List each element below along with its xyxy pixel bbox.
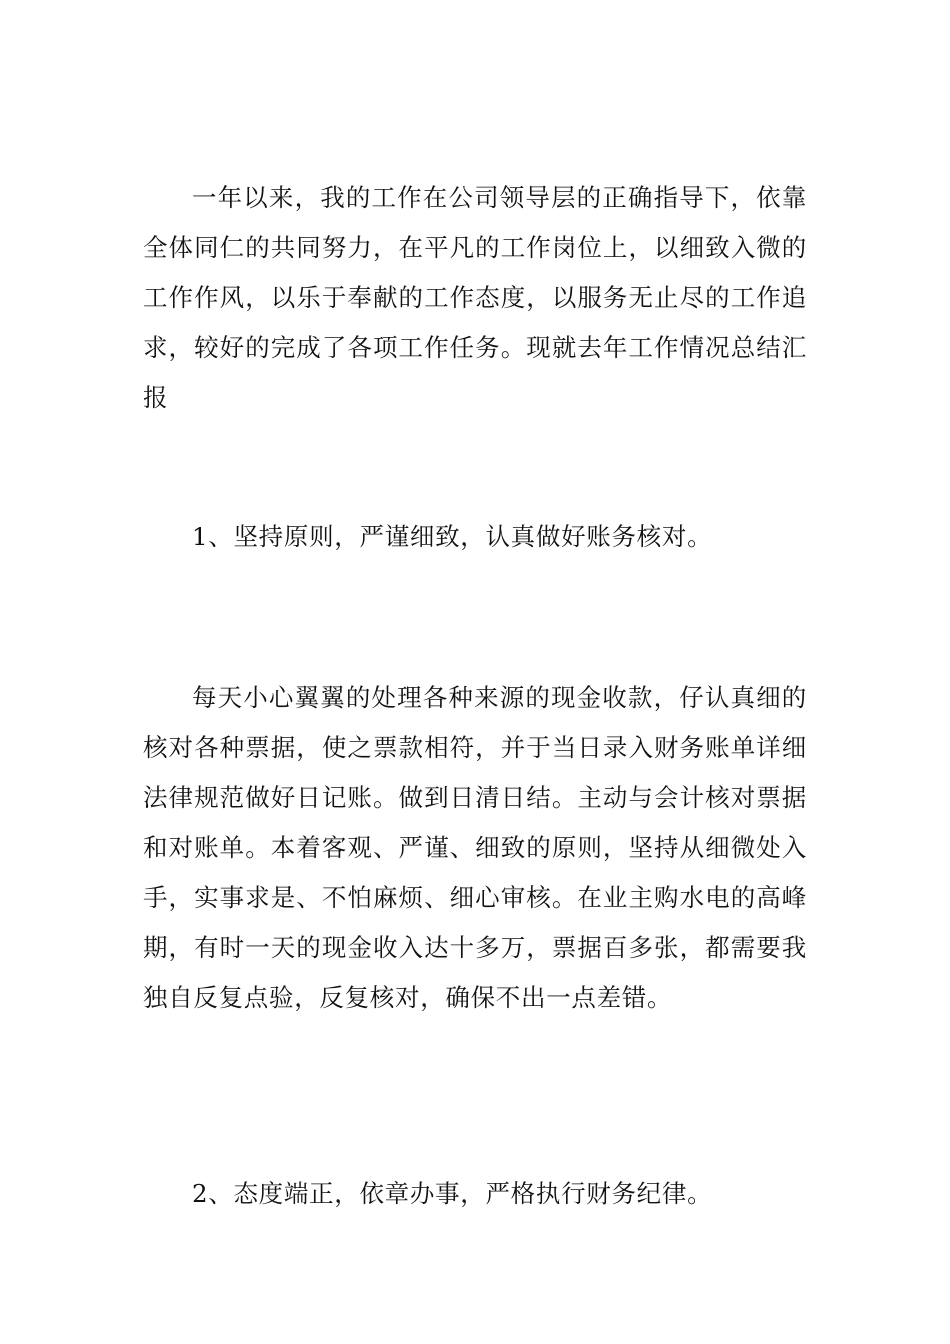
section-1-paragraph: 每天小心翼翼的处理各种来源的现金收款，仔认真细的核对各种票据，使之票款相符，并于当日录入财务账单详细法律规范做好日记账。做到日清日结。主动与会计核对票据和对账单。本着客观、严谨、细致的原则，坚持从细微处入手，实事求是、不怕麻烦、细心审核。在业主购水电的高峰期，有时一天的现金收入达十多万，票据百多张，都需要我独自反复点验，反复核对，确保不出一点差错。 (143, 683, 807, 1012)
section-heading-2: 2、态度端正，依章办事，严格执行财务纪律。 (192, 1179, 713, 1208)
intro-paragraph: 一年以来，我的工作在公司领导层的正确指导下，依靠全体同仁的共同努力，在平凡的工作岗位上，以细致入微的工作作风，以乐于奉献的工作态度，以服务无止尽的工作追求，较好的完成了各项工作任务。现就去年工作情况总结汇报 (143, 183, 807, 412)
section-heading-1: 1、坚持原则，严谨细致，认真做好账务核对。 (192, 522, 713, 551)
